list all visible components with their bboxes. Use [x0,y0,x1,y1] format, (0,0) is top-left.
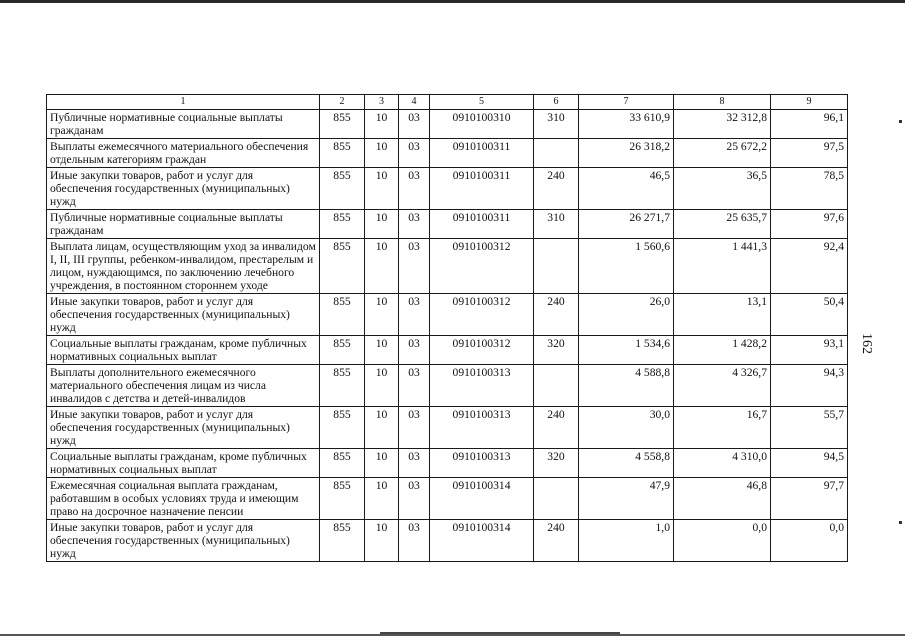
row-value-7: 1 560,6 [579,239,674,294]
row-code-6 [534,365,579,407]
row-code-2: 855 [320,407,365,449]
row-code-2: 855 [320,294,365,336]
row-value-7: 46,5 [579,168,674,210]
row-code-6: 320 [534,336,579,365]
row-name: Иные закупки товаров, работ и услуг для обеспечения государственных (муниципальных) нужд [47,407,320,449]
row-value-8: 16,7 [674,407,771,449]
row-value-9: 78,5 [771,168,848,210]
row-value-9: 97,7 [771,478,848,520]
row-code-5: 0910100312 [430,239,534,294]
row-code-3: 10 [365,110,399,139]
row-code-4: 03 [399,294,430,336]
row-value-7: 47,9 [579,478,674,520]
row-code-5: 0910100313 [430,407,534,449]
row-code-4: 03 [399,168,430,210]
table-row [47,478,848,520]
row-code-6 [534,239,579,294]
row-code-3: 10 [365,168,399,210]
row-value-8: 4 310,0 [674,449,771,478]
row-code-2: 855 [320,168,365,210]
row-code-4: 03 [399,210,430,239]
row-name: Ежемесячная социальная выплата гражданам, работавшим в особых условиях труда и имеющим право на досрочное назначение пенсии [47,478,320,520]
col-header-2: 2 [320,95,365,110]
col-header-6: 6 [534,95,579,110]
budget-table [46,94,848,562]
row-code-3: 10 [365,139,399,168]
row-code-3: 10 [365,336,399,365]
row-name: Выплаты дополнительного ежемесячного материального обеспечения лицам из числа инвалидов с детства и детей-инвалидов [47,365,320,407]
row-code-4: 03 [399,139,430,168]
row-value-8: 0,0 [674,520,771,562]
row-code-6 [534,478,579,520]
row-code-5: 0910100312 [430,294,534,336]
row-code-4: 03 [399,478,430,520]
row-value-8: 36,5 [674,168,771,210]
row-name: Иные закупки товаров, работ и услуг для обеспечения государственных (муниципальных) нужд [47,294,320,336]
row-name: Публичные нормативные социальные выплаты гражданам [47,110,320,139]
table-row [47,239,848,294]
row-value-9: 0,0 [771,520,848,562]
table-row [47,449,848,478]
header-row [47,95,848,110]
row-code-3: 10 [365,407,399,449]
row-code-3: 10 [365,365,399,407]
row-value-7: 4 558,8 [579,449,674,478]
table-row [47,520,848,562]
row-value-7: 26 271,7 [579,210,674,239]
scan-edge-bottom [0,634,905,636]
row-code-2: 855 [320,336,365,365]
table-row [47,294,848,336]
row-name: Публичные нормативные социальные выплаты гражданам [47,210,320,239]
row-value-7: 30,0 [579,407,674,449]
row-code-2: 855 [320,110,365,139]
table-row [47,139,848,168]
row-value-9: 97,5 [771,139,848,168]
row-code-2: 855 [320,210,365,239]
row-code-6: 240 [534,168,579,210]
row-value-7: 1,0 [579,520,674,562]
table-row [47,336,848,365]
row-code-4: 03 [399,520,430,562]
row-code-4: 03 [399,110,430,139]
row-name: Иные закупки товаров, работ и услуг для обеспечения государственных (муниципальных) нужд [47,520,320,562]
row-code-3: 10 [365,239,399,294]
row-code-5: 0910100310 [430,110,534,139]
row-code-2: 855 [320,239,365,294]
row-value-8: 4 326,7 [674,365,771,407]
row-value-7: 26 318,2 [579,139,674,168]
row-code-5: 0910100314 [430,478,534,520]
row-value-7: 26,0 [579,294,674,336]
row-code-2: 855 [320,520,365,562]
row-code-6: 320 [534,449,579,478]
row-value-9: 96,1 [771,110,848,139]
table-row [47,168,848,210]
row-value-7: 4 588,8 [579,365,674,407]
col-header-9: 9 [771,95,848,110]
row-value-9: 50,4 [771,294,848,336]
row-code-6: 240 [534,407,579,449]
row-value-8: 25 635,7 [674,210,771,239]
row-code-5: 0910100313 [430,449,534,478]
row-code-3: 10 [365,294,399,336]
row-value-9: 55,7 [771,407,848,449]
row-code-5: 0910100314 [430,520,534,562]
row-code-5: 0910100312 [430,336,534,365]
row-value-8: 46,8 [674,478,771,520]
row-value-7: 33 610,9 [579,110,674,139]
col-header-3: 3 [365,95,399,110]
row-value-8: 1 428,2 [674,336,771,365]
row-value-9: 94,5 [771,449,848,478]
table-row [47,365,848,407]
scan-speck [899,120,902,123]
row-value-9: 94,3 [771,365,848,407]
row-code-2: 855 [320,449,365,478]
row-name: Иные закупки товаров, работ и услуг для обеспечения государственных (муниципальных) нужд [47,168,320,210]
row-code-2: 855 [320,365,365,407]
row-code-6: 240 [534,520,579,562]
row-code-4: 03 [399,407,430,449]
col-header-4: 4 [399,95,430,110]
row-code-5: 0910100311 [430,168,534,210]
scan-edge-top [0,0,905,3]
row-code-2: 855 [320,478,365,520]
table-row [47,210,848,239]
row-value-8: 32 312,8 [674,110,771,139]
col-header-8: 8 [674,95,771,110]
row-code-3: 10 [365,210,399,239]
row-value-8: 1 441,3 [674,239,771,294]
row-code-3: 10 [365,478,399,520]
row-code-6: 240 [534,294,579,336]
row-name: Социальные выплаты гражданам, кроме публичных нормативных социальных выплат [47,336,320,365]
row-name: Выплаты ежемесячного материального обеспечения отдельным категориям граждан [47,139,320,168]
scan-speck [899,521,902,524]
row-code-6 [534,139,579,168]
row-code-6: 310 [534,110,579,139]
row-code-4: 03 [399,239,430,294]
row-name: Социальные выплаты гражданам, кроме публичных нормативных социальных выплат [47,449,320,478]
row-code-3: 10 [365,449,399,478]
col-header-5: 5 [430,95,534,110]
row-code-5: 0910100311 [430,139,534,168]
row-value-9: 93,1 [771,336,848,365]
table-row [47,407,848,449]
row-value-9: 92,4 [771,239,848,294]
row-code-6: 310 [534,210,579,239]
row-code-5: 0910100313 [430,365,534,407]
row-value-7: 1 534,6 [579,336,674,365]
col-header-1: 1 [47,95,320,110]
row-code-4: 03 [399,449,430,478]
row-code-4: 03 [399,336,430,365]
page-number: 162 [859,333,874,354]
table-row [47,110,848,139]
row-name: Выплата лицам, осуществляющим уход за инвалидом I, II, III группы, ребенком-инвалидом, престарелым и лицом, нуждающимся, по заключению лечебного учреждения, в постоянном стороннем уходе [47,239,320,294]
row-code-4: 03 [399,365,430,407]
col-header-7: 7 [579,95,674,110]
row-value-8: 13,1 [674,294,771,336]
row-code-5: 0910100311 [430,210,534,239]
row-value-9: 97,6 [771,210,848,239]
row-value-8: 25 672,2 [674,139,771,168]
row-code-2: 855 [320,139,365,168]
row-code-3: 10 [365,520,399,562]
